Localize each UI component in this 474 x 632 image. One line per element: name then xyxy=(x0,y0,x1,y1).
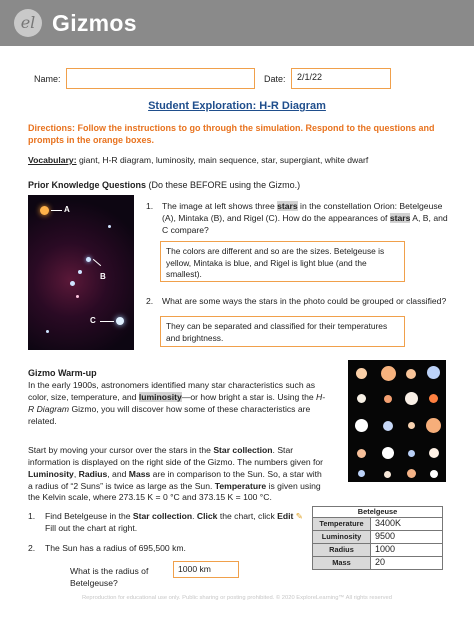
grid-star-icon xyxy=(405,392,418,405)
photo-label-b: B xyxy=(100,272,106,281)
orion-photo xyxy=(28,195,134,350)
vocabulary-line xyxy=(28,155,448,166)
arrow-c-icon xyxy=(100,321,114,322)
page-title: Student Exploration: H-R Diagram xyxy=(148,100,326,112)
warmup-paragraph-2: Start by moving your cursor over the stars in the Star collection. Star information is displayed on the right side of the Gizmo. The numbers given for Luminosity, Radius, and Mass are in comparison to the Sun. So, a star with a radius of “2 Suns” is twice as large as the Sun. Temperature is given using the Kelvin scale, where 273.15 K = 0 °C and 373.15 K = 100 °C. xyxy=(28,445,324,503)
grid-star-icon xyxy=(383,421,393,431)
mass-label: Mass xyxy=(313,556,371,569)
grid-star-icon xyxy=(426,418,441,433)
grid-star-icon xyxy=(427,366,440,379)
prior-knowledge-heading: Prior Knowledge Questions (Do these BEFORE using the Gizmo.) xyxy=(28,180,301,190)
saiph-star-icon xyxy=(46,330,49,333)
vocabulary-terms: giant, H-R diagram, luminosity, main sequence, star, supergiant, white dwarf xyxy=(76,155,369,165)
copyright-footer: Reproduction for educational use only. Public sharing or posting prohibited. © 2020 ExploreLearning™ All rights reserved xyxy=(82,595,392,601)
betelgeuse-star-icon xyxy=(40,206,49,215)
grid-star-icon xyxy=(357,449,366,458)
bellatrix-star-icon xyxy=(108,225,111,228)
radius-value[interactable]: 1000 xyxy=(371,543,443,556)
mass-value[interactable]: 20 xyxy=(371,556,443,569)
pk-q1-number: 1. xyxy=(146,201,154,211)
name-label: Name: xyxy=(34,74,61,84)
luminosity-value[interactable]: 9500 xyxy=(371,530,443,543)
wu-q1-number: 1. xyxy=(28,511,36,521)
header-bar xyxy=(0,0,474,46)
wu-q2-number: 2. xyxy=(28,543,36,553)
betelgeuse-table xyxy=(312,506,443,570)
betelgeuse-radius-field[interactable]: 1000 km xyxy=(173,561,239,578)
rigel-star-icon xyxy=(116,317,124,325)
alnitak-star-icon xyxy=(70,281,75,286)
photo-label-c: C xyxy=(90,316,96,325)
wu-q1-text: Find Betelgeuse in the Star collection. Click the chart, click Edit ✎ Fill out the chart at right. xyxy=(45,511,303,533)
grid-star-icon xyxy=(357,394,366,403)
grid-star-icon xyxy=(406,369,416,379)
pk-q1-answer-box[interactable]: The colors are different and so are the sizes. Betelgeuse is yellow, Mintaka is blue, and Rigel is light blue (and the smallest). xyxy=(160,241,405,282)
photo-label-a: A xyxy=(64,205,70,214)
grid-star-icon xyxy=(382,447,394,459)
mintaka-star-icon xyxy=(86,257,91,262)
grid-star-icon xyxy=(358,470,365,477)
wu-q2-subquestion: What is the radius of Betelgeuse? xyxy=(70,566,149,588)
betelgeuse-table-title: Betelgeuse xyxy=(313,507,443,518)
grid-star-icon xyxy=(408,422,415,429)
grid-star-icon xyxy=(407,469,416,478)
date-field[interactable]: 2/1/22 xyxy=(291,68,391,89)
date-label: Date: xyxy=(264,74,286,84)
luminosity-label: Luminosity xyxy=(313,530,371,543)
table-row xyxy=(313,530,443,543)
grid-star-icon xyxy=(430,470,438,478)
arrow-a-icon xyxy=(51,210,62,211)
brand-title: Gizmos xyxy=(52,10,137,36)
pk-q2-text: What are some ways the stars in the photo could be grouped or classified? xyxy=(162,296,447,306)
grid-star-icon xyxy=(408,450,415,457)
directions-text: Directions: Follow the instructions to go through the simulation. Respond to the questions and prompts in the orange boxes. xyxy=(28,123,435,146)
table-row xyxy=(313,518,443,531)
wu-q2-text: The Sun has a radius of 695,500 km. xyxy=(45,543,186,553)
grid-star-icon xyxy=(384,471,391,478)
radius-label: Radius xyxy=(313,543,371,556)
temperature-value[interactable]: 3400K xyxy=(371,518,443,531)
explorelearning-logo-icon: el xyxy=(14,9,42,37)
temperature-label: Temperature xyxy=(313,518,371,531)
nebula-star-icon xyxy=(76,295,79,298)
grid-star-icon xyxy=(356,368,367,379)
grid-star-icon xyxy=(381,366,396,381)
pk-q1-text: The image at left shows three stars in the constellation Orion: Betelgeuse (A), Mintaka (B), and Rigel (C). How do the appearances of stars A, B, and C compare? xyxy=(162,201,448,235)
table-row xyxy=(313,556,443,569)
warmup-heading: Gizmo Warm-up xyxy=(28,368,97,378)
pencil-icon: ✎ xyxy=(293,511,303,521)
arrow-b-icon xyxy=(93,259,101,266)
pk-q2-answer-box[interactable]: They can be separated and classified for their temperatures and brightness. xyxy=(160,316,405,347)
warmup-paragraph-1: In the early 1900s, astronomers identified many star characteristics such as color, size, temperature, and luminosity—or how bright a star is. Using the H-R Diagram Gizmo, you will discover how some of these characteristics are related. xyxy=(28,380,326,426)
grid-star-icon xyxy=(429,448,439,458)
table-row xyxy=(313,543,443,556)
pk-q2-number: 2. xyxy=(146,296,154,306)
grid-star-icon xyxy=(355,419,368,432)
name-field[interactable] xyxy=(66,68,255,89)
vocabulary-label: Vocabulary: xyxy=(28,155,77,165)
grid-star-icon xyxy=(429,394,438,403)
alnilam-star-icon xyxy=(78,270,82,274)
grid-star-icon xyxy=(384,395,392,403)
star-collection-image xyxy=(348,360,446,482)
